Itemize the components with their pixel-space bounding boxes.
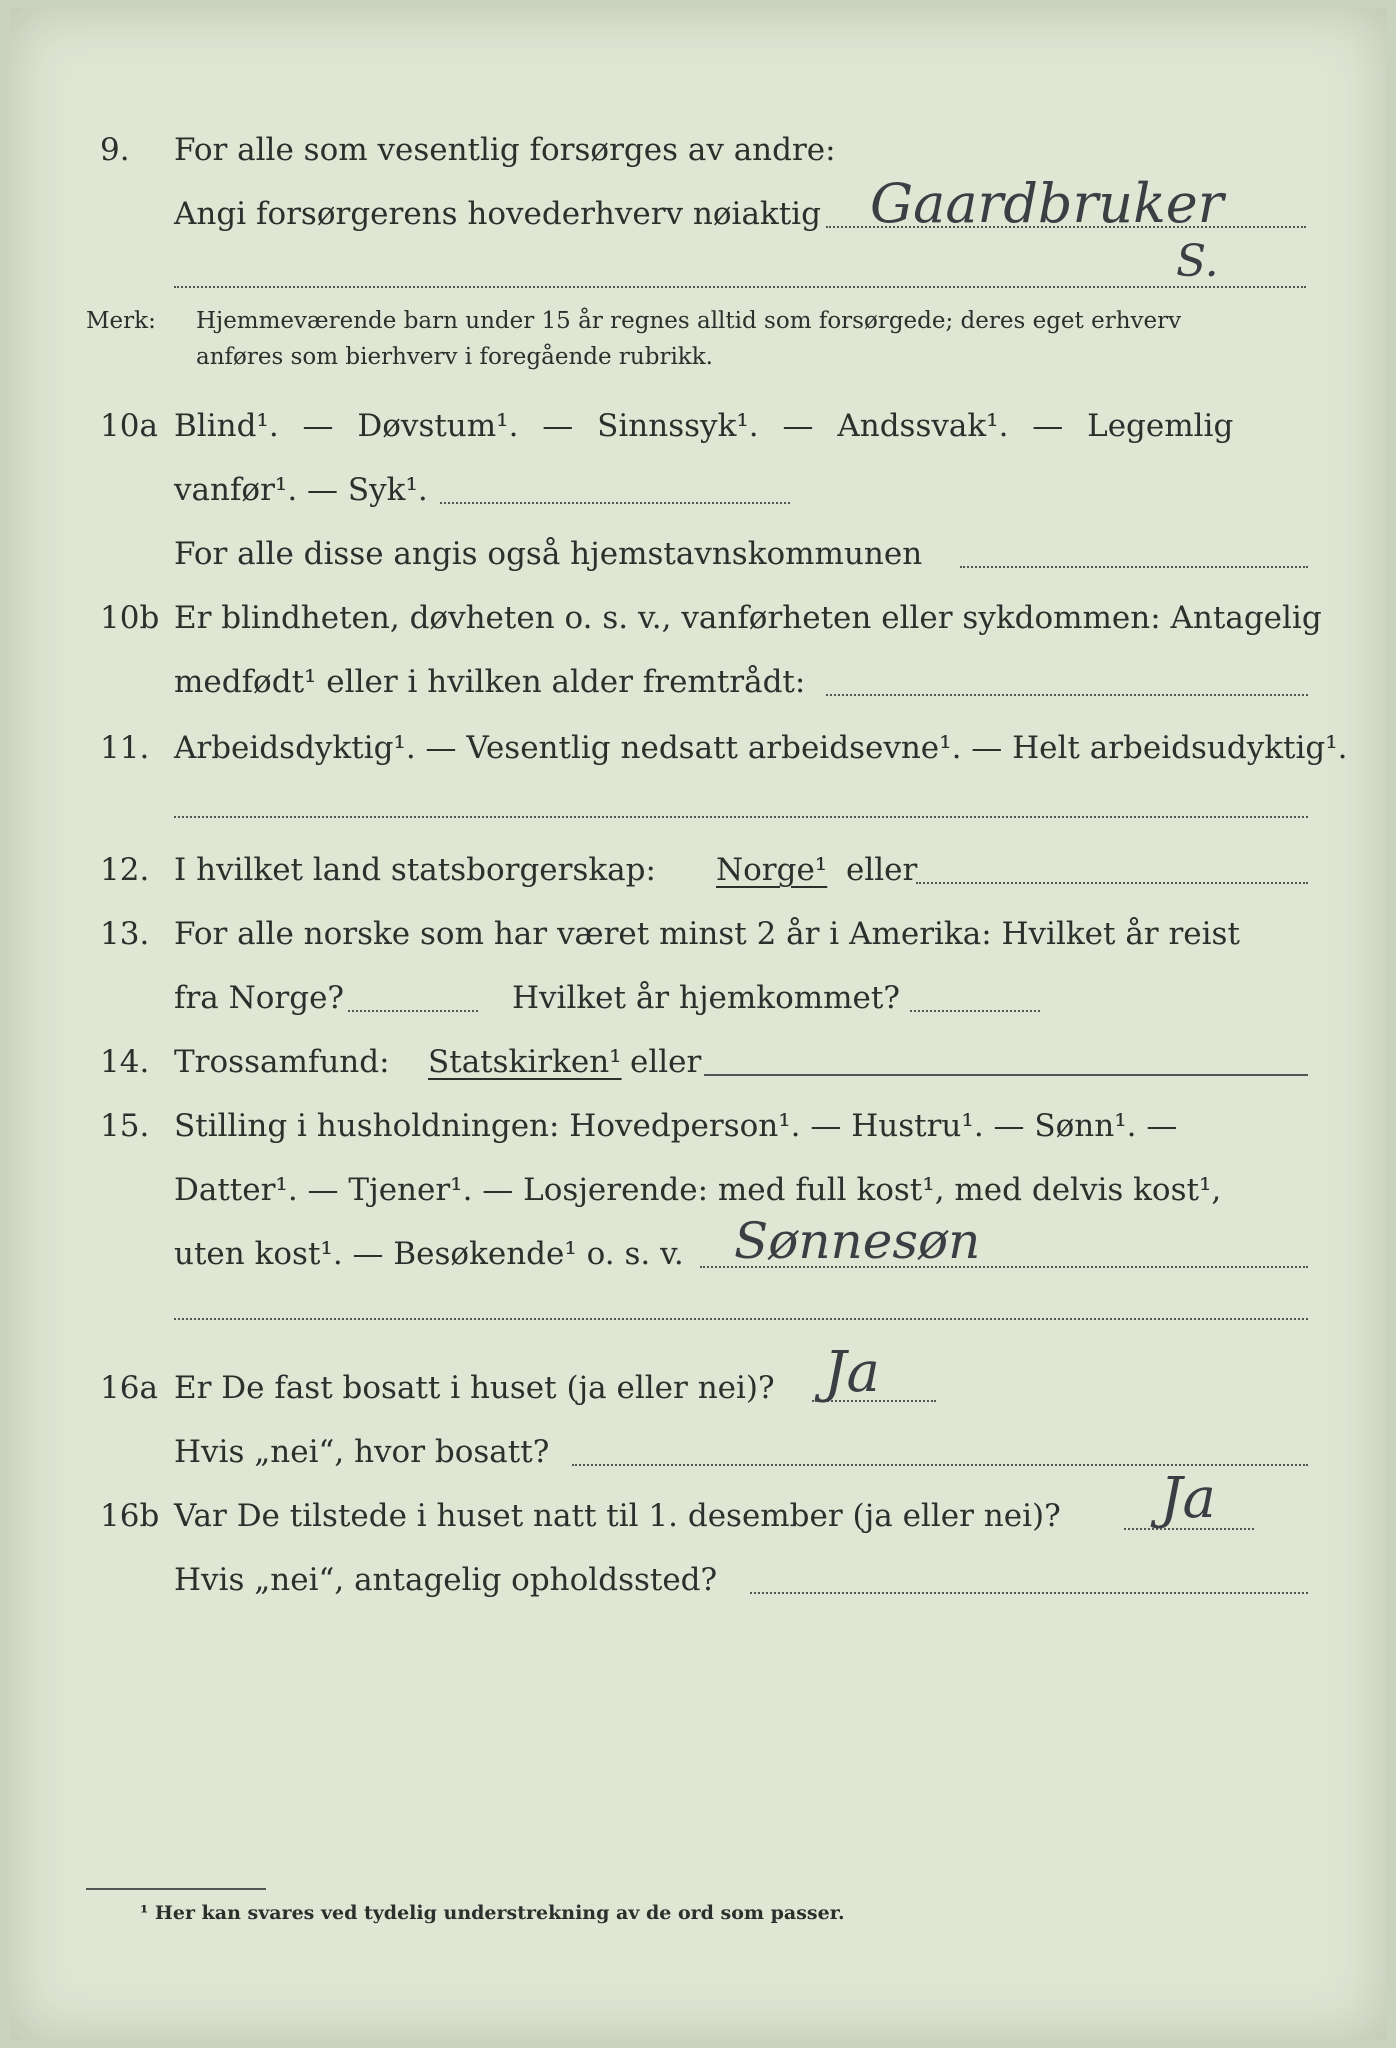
- question-text: Arbeidsdyktig¹. — Vesentlig nedsatt arbeidsevne¹. — Helt arbeidsudyktig¹.: [174, 730, 1348, 766]
- question-15: [0, 1098, 1396, 1158]
- question-number: 14.: [100, 1044, 150, 1080]
- question-number: 15.: [100, 1108, 150, 1144]
- question-text: vanfør¹. — Syk¹.: [174, 472, 428, 508]
- question-13: [0, 906, 1396, 966]
- question-13-line2: [0, 970, 1396, 1030]
- question-text: medfødt¹ eller i hvilken alder fremtrådt:: [174, 664, 806, 700]
- question-number: 9.: [100, 132, 130, 168]
- note-text: Hjemmeværende barn under 15 år regnes alltid som forsørgede; deres eget erhverv: [196, 308, 1182, 334]
- question-16a: [0, 1340, 1396, 1420]
- question-16b: [0, 1466, 1396, 1548]
- question-10a-line2: [0, 462, 1396, 522]
- question-text: Er De fast bosatt i huset (ja eller nei)?: [174, 1370, 775, 1406]
- question-text: Hvis „nei“, antagelig opholdssted?: [174, 1562, 718, 1598]
- footnote-rule: [86, 1888, 266, 1890]
- handwritten-answer: Gaardbruker: [870, 172, 1224, 235]
- answer-line: [174, 286, 1306, 288]
- question-text: Blind¹. — Døvstum¹. — Sinnssyk¹. — Andssvak¹. — Legemlig: [174, 408, 1234, 444]
- question-10a-line3: [0, 526, 1396, 586]
- answer-line: [704, 1074, 1308, 1076]
- question-number: 12.: [100, 852, 150, 888]
- question-text-prefix: I hvilket land statsborgerskap:: [174, 852, 656, 888]
- handwritten-mark: S.: [1176, 236, 1219, 287]
- answer-line: [174, 816, 1308, 818]
- answer-line: [910, 1010, 1040, 1012]
- question-number: 16b: [100, 1498, 160, 1534]
- question-text: Angi forsørgerens hovederhverv nøiaktig: [174, 196, 821, 232]
- answer-line: [750, 1592, 1308, 1594]
- question-text: Er blindheten, døvheten o. s. v., vanførheten eller sykdommen: Antagelig: [174, 600, 1322, 636]
- question-text-suffix: eller: [846, 852, 918, 888]
- question-16b-line2: [0, 1552, 1396, 1612]
- handwritten-answer: Ja: [1160, 1466, 1216, 1531]
- question-text: uten kost¹. — Besøkende¹ o. s. v.: [174, 1236, 684, 1272]
- question-15-line4: [0, 1282, 1396, 1342]
- question-14: [0, 1034, 1396, 1094]
- question-text: For alle norske som har været minst 2 år i Amerika: Hvilket år reist: [174, 916, 1240, 952]
- note-merk: [0, 306, 1396, 370]
- question-text-prefix: Trossamfund:: [174, 1044, 390, 1080]
- note-text: anføres som bierhverv i foregående rubrikk.: [196, 344, 713, 370]
- question-9-line3: [0, 236, 1396, 310]
- question-11-line2: [0, 780, 1396, 840]
- underlined-answer: Statskirken¹: [428, 1044, 622, 1080]
- question-text: Datter¹. — Tjener¹. — Losjerende: med full kost¹, med delvis kost¹,: [174, 1172, 1222, 1208]
- handwritten-answer: Ja: [824, 1340, 880, 1405]
- question-number: 13.: [100, 916, 150, 952]
- question-12: [0, 842, 1396, 902]
- question-10b-line2: [0, 654, 1396, 714]
- answer-line: [174, 1318, 1308, 1320]
- answer-line: [960, 566, 1308, 568]
- note-label: Merk:: [86, 308, 156, 334]
- question-10a: [0, 398, 1396, 458]
- underlined-answer: Norge¹: [716, 852, 828, 888]
- question-text: Stilling i husholdningen: Hovedperson¹. — Hustru¹. — Sønn¹. —: [174, 1108, 1178, 1144]
- question-number: 11.: [100, 730, 150, 766]
- question-number: 16a: [100, 1370, 158, 1406]
- question-number: 10a: [100, 408, 158, 444]
- question-15-line3: [0, 1212, 1396, 1286]
- question-number: 10b: [100, 600, 160, 636]
- question-text: For alle som vesentlig forsørges av andre:: [174, 132, 836, 168]
- question-text: fra Norge?: [174, 980, 345, 1016]
- answer-line: [916, 882, 1308, 884]
- question-text: Var De tilstede i huset natt til 1. desember (ja eller nei)?: [174, 1498, 1061, 1534]
- answer-line: [826, 694, 1308, 696]
- question-10b: [0, 590, 1396, 650]
- question-text: For alle disse angis også hjemstavnskommunen: [174, 536, 923, 572]
- question-text: Hvis „nei“, hvor bosatt?: [174, 1434, 550, 1470]
- question-text-suffix: eller: [630, 1044, 702, 1080]
- answer-line: [440, 502, 790, 504]
- question-15-line2: [0, 1162, 1396, 1222]
- question-text: Hvilket år hjemkommet?: [512, 980, 900, 1016]
- footnote: ¹ Her kan svares ved tydelig understrekning av de ord som passer.: [140, 1902, 845, 1924]
- handwritten-answer: Sønnesøn: [734, 1212, 981, 1270]
- question-11: [0, 720, 1396, 780]
- answer-line: [348, 1010, 478, 1012]
